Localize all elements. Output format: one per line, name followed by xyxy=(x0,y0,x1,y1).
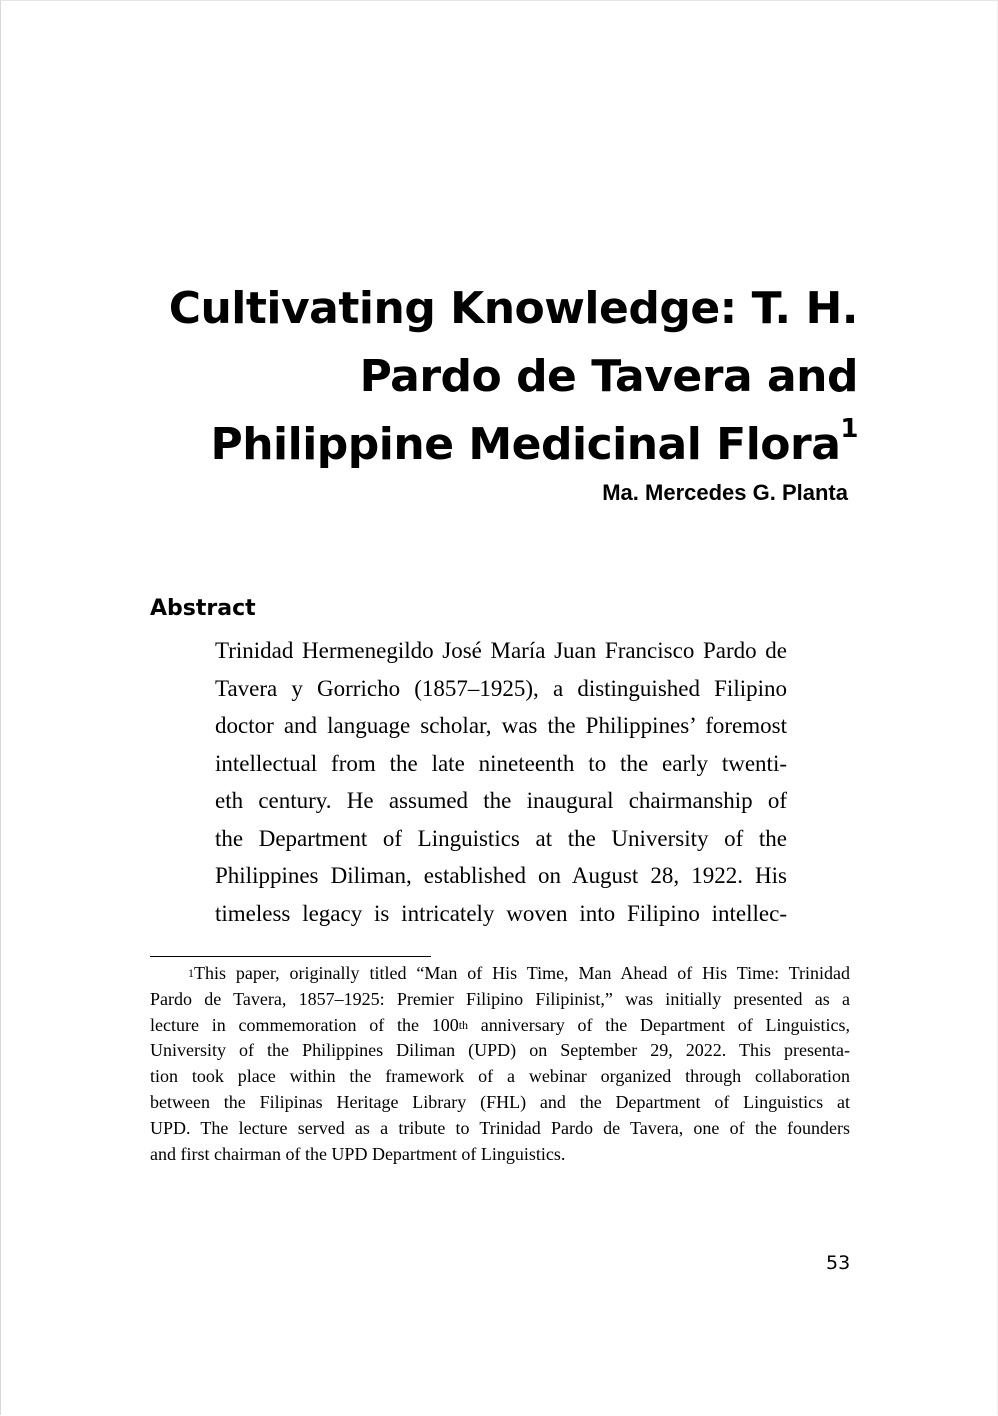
abstract-line: Trinidad Hermenegildo José María Juan Francisco Pardo de xyxy=(215,638,787,663)
footnote xyxy=(150,961,850,1167)
abstract-body xyxy=(215,632,787,932)
title-line-1: Cultivating Knowledge: T. H. xyxy=(168,283,858,334)
title-line-3-text: Philippine Medicinal Flora xyxy=(210,419,841,470)
footnote-line xyxy=(150,1013,850,1039)
article-title xyxy=(140,275,858,479)
footnote-line-text: anniversary of the Department of Linguistics, xyxy=(468,1014,850,1035)
abstract-line: eth century. He assumed the inaugural chairmanship of xyxy=(215,788,787,813)
footnote-line-text: This paper, originally titled “Man of His Time, Man Ahead of His Time: Trinidad xyxy=(194,963,850,983)
footnote-line-text: lecture in commemoration of the 100 xyxy=(150,1014,459,1035)
footnote-line xyxy=(150,961,850,987)
footnote-divider xyxy=(150,956,431,957)
footnote-line: tion took place within the framework of a webinar organized through collaboration xyxy=(150,1066,850,1087)
author-name: Ma. Mercedes G. Planta xyxy=(602,480,848,505)
title-line-3 xyxy=(140,411,858,479)
abstract-line: Tavera y Gorricho (1857–1925), a distinguished Filipino xyxy=(215,675,787,701)
title-line-2: Pardo de Tavera and xyxy=(359,351,858,402)
title-footnote-ref[interactable]: 1 xyxy=(840,414,858,445)
footnote-line: between the Filipinas Heritage Library (FHL) and the Department of Linguistics at xyxy=(150,1091,850,1112)
abstract-line: timeless legacy is intricately woven into Filipino intellec- xyxy=(215,900,787,926)
abstract-line: doctor and language scholar, was the Philippines’ foremost xyxy=(215,713,787,738)
ordinal-suffix: th xyxy=(458,1017,469,1032)
abstract-heading: Abstract xyxy=(150,596,256,621)
footnote-line: University of the Philippines Diliman (UPD) on September 29, 2022. This presenta- xyxy=(150,1040,850,1061)
page-number: 53 xyxy=(826,1252,851,1274)
abstract-line: the Department of Linguistics at the University of the xyxy=(215,825,787,851)
footnote-marker: 1 xyxy=(188,966,194,980)
abstract-line: intellectual from the late nineteenth to the early twenti- xyxy=(215,750,787,776)
footnote-line: Pardo de Tavera, 1857–1925: Premier Filipino Filipinist,” was initially presented as a xyxy=(150,988,850,1009)
footnote-line: UPD. The lecture served as a tribute to Trinidad Pardo de Tavera, one of the founders xyxy=(150,1117,850,1138)
abstract-line: Philippines Diliman, established on August 28, 1922. His xyxy=(215,863,787,888)
footnote-line: and first chairman of the UPD Department of Linguistics. xyxy=(150,1143,566,1164)
